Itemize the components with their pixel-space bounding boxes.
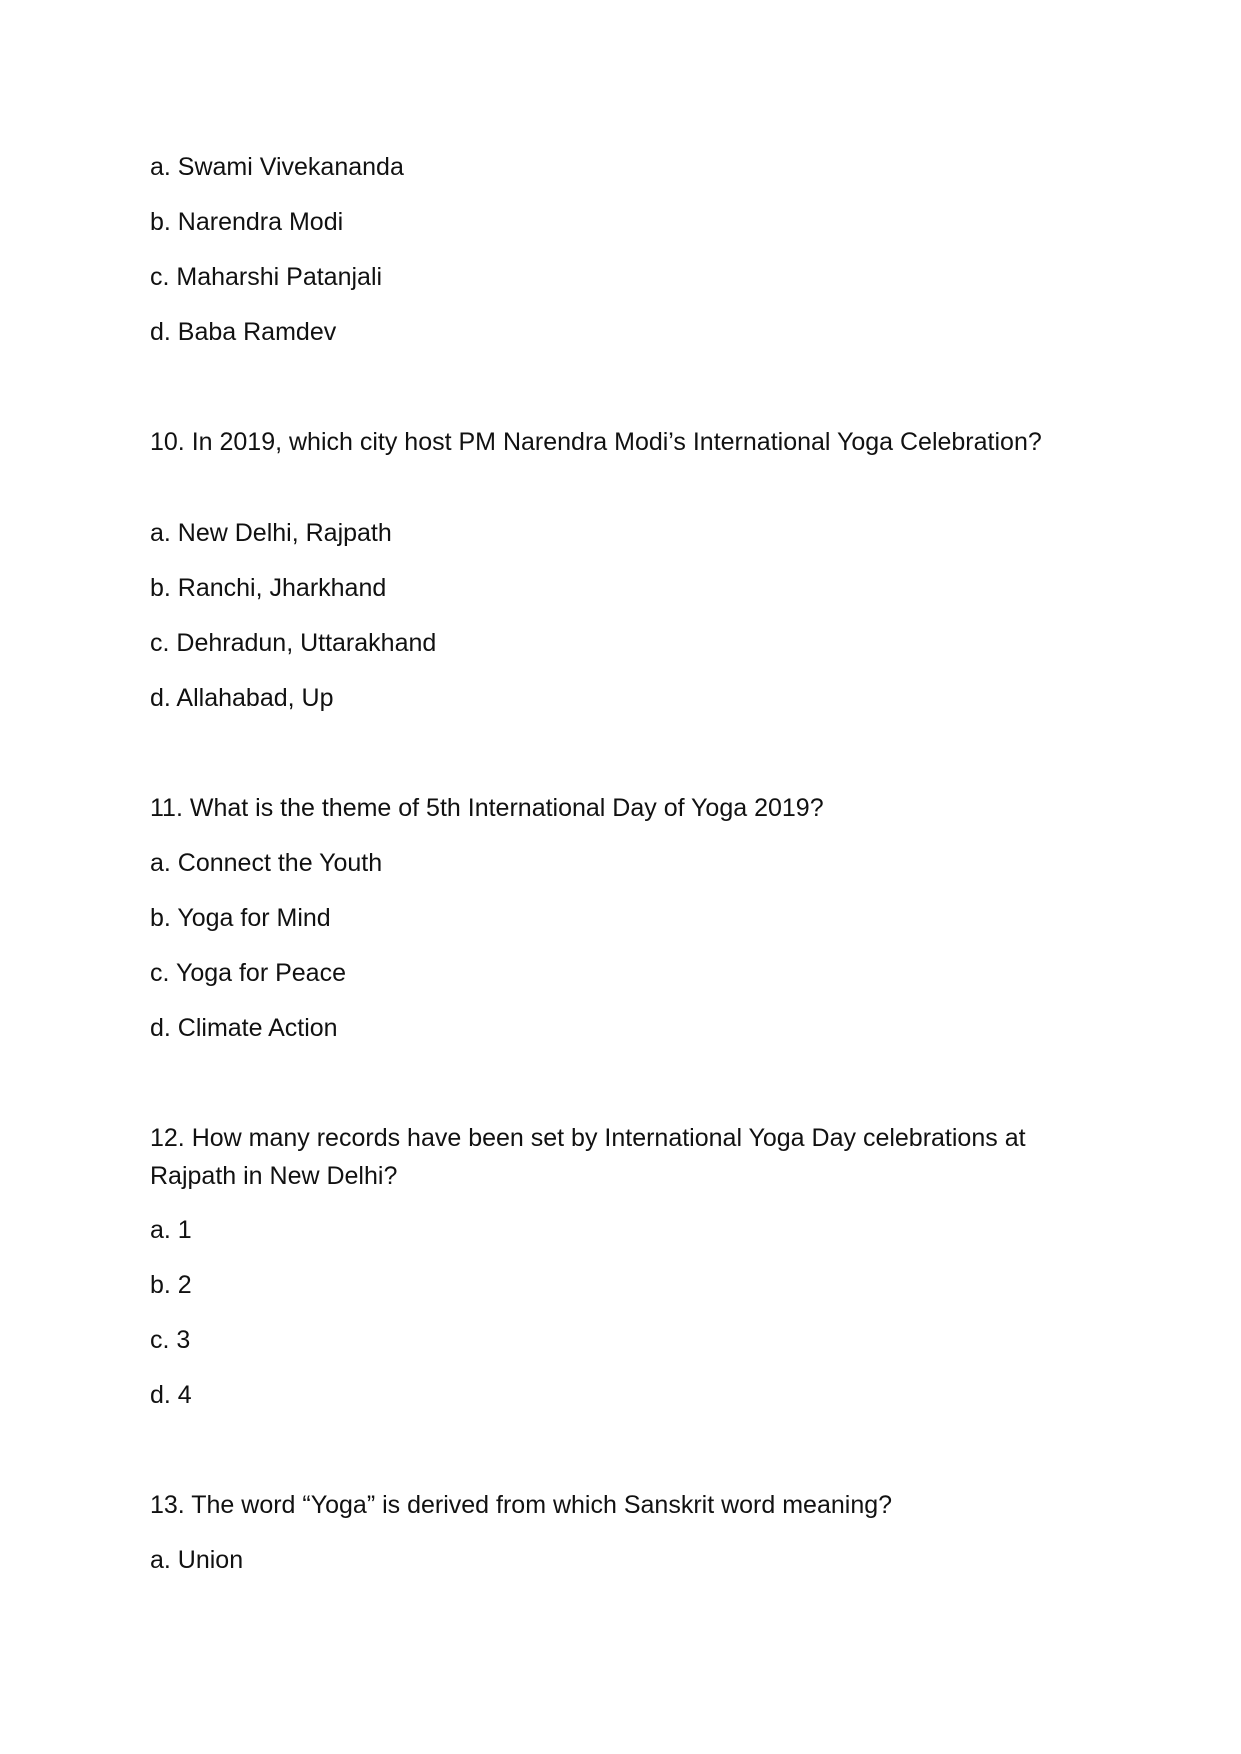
- question-10-option-b: b. Ranchi, Jharkhand: [150, 574, 387, 602]
- question-11-option-b: b. Yoga for Mind: [150, 904, 331, 932]
- question-11-option-a: a. Connect the Youth: [150, 849, 383, 877]
- option-b: b. Narendra Modi: [150, 208, 344, 236]
- question-11-text: 11. What is the theme of 5th International Day of Yoga 2019?: [150, 794, 824, 822]
- question-12-option-c: c. 3: [150, 1326, 191, 1354]
- question-13-option-a: a. Union: [150, 1546, 244, 1574]
- question-11-option-d: d. Climate Action: [150, 1014, 338, 1042]
- option-c: c. Maharshi Patanjali: [150, 263, 383, 291]
- question-13-text: 13. The word “Yoga” is derived from which Sanskrit word meaning?: [150, 1491, 893, 1519]
- question-10-option-a: a. New Delhi, Rajpath: [150, 519, 392, 547]
- question-12-text: 12. How many records have been set by International Yoga Day celebrations at Rajpath in New Delhi?: [150, 1124, 1026, 1190]
- question-11-option-c: c. Yoga for Peace: [150, 959, 346, 987]
- question-12-option-a: a. 1: [150, 1216, 192, 1244]
- question-10-option-c: c. Dehradun, Uttarakhand: [150, 629, 437, 657]
- question-10-text: 10. In 2019, which city host PM Narendra Modi’s International Yoga Celebration?: [150, 428, 1042, 456]
- option-d: d. Baba Ramdev: [150, 318, 337, 346]
- question-10-option-d: d. Allahabad, Up: [150, 684, 334, 712]
- question-12-option-d: d. 4: [150, 1381, 192, 1409]
- question-12-option-b: b. 2: [150, 1271, 192, 1299]
- option-a: a. Swami Vivekananda: [150, 153, 404, 181]
